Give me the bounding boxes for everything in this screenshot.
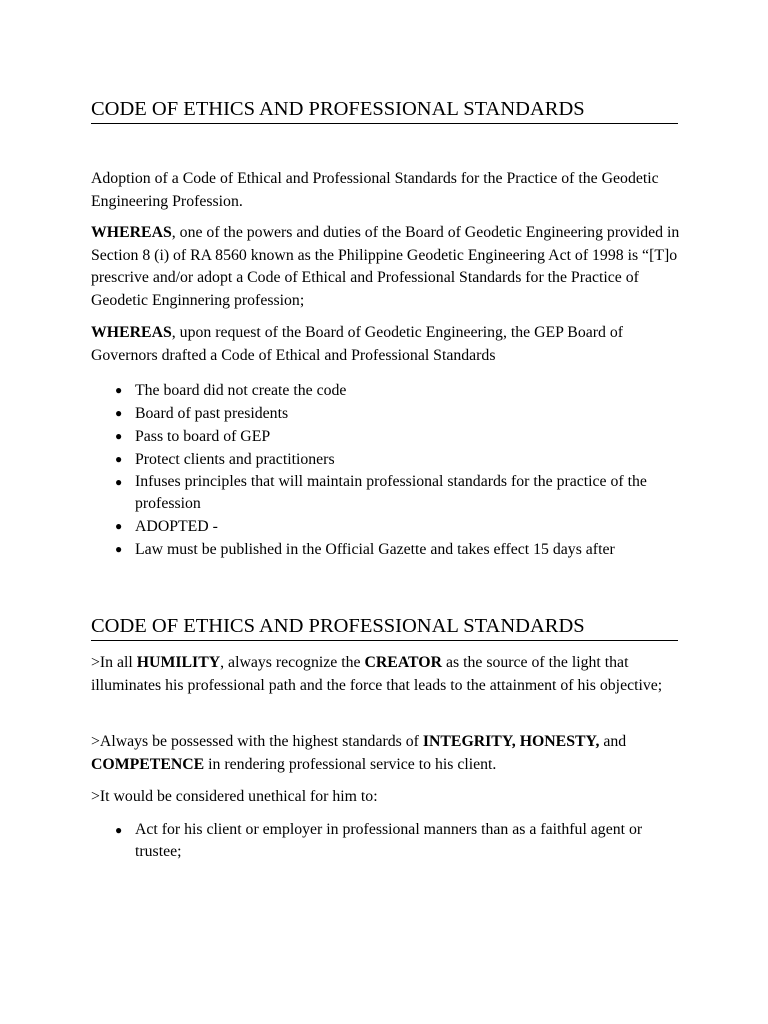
bullet-icon: ● <box>115 406 123 420</box>
bullet-icon: ● <box>115 429 123 443</box>
humility-text-a: >In all <box>91 654 137 671</box>
list-item <box>91 448 691 471</box>
humility-bold: HUMILITY <box>136 654 221 671</box>
whereas-paragraph-1 <box>91 222 681 312</box>
list-item <box>91 379 691 402</box>
integrity-bold: INTEGRITY, HONESTY, <box>422 733 600 750</box>
integrity-paragraph <box>91 731 681 776</box>
intro-paragraph: Adoption of a Code of Ethical and Professional Standards for the Practice of the Geodetic Engineering Profession. <box>91 170 659 210</box>
list-item-text: Act for his client or employer in professional manners than as a faithful agent or trustee; <box>135 821 643 860</box>
list-item <box>91 538 691 561</box>
bullet-icon: ● <box>115 452 123 466</box>
list-item-text: Pass to board of GEP <box>135 428 271 445</box>
list-item <box>91 819 691 863</box>
list-item <box>91 471 691 515</box>
list-item-text: Infuses principles that will maintain professional standards for the practice of the profession <box>135 473 647 512</box>
humility-text-e: as the source of the light that illuminates his professional path and the force that leads to the attainment of his objective; <box>91 654 663 694</box>
whereas-paragraph-2 <box>91 322 681 367</box>
bullet-icon: ● <box>115 475 123 489</box>
creator-bold: CREATOR <box>364 654 443 671</box>
whereas-lead-2: WHEREAS <box>91 324 172 341</box>
integrity-text-c: and <box>599 733 627 750</box>
list-item <box>91 402 691 425</box>
whereas-lead-1: WHEREAS <box>91 224 172 241</box>
humility-text-c: , always recognize the <box>220 654 365 671</box>
section-1-bullet-list <box>91 379 691 561</box>
list-item-text: Law must be published in the Official Gazette and takes effect 15 days after <box>135 541 615 558</box>
bullet-icon: ● <box>115 823 123 837</box>
integrity-text-e: in rendering professional service to his client. <box>204 755 497 773</box>
list-item-text: The board did not create the code <box>135 382 347 399</box>
bullet-icon: ● <box>115 519 123 533</box>
section-1-heading: CODE OF ETHICS AND PROFESSIONAL STANDARDS <box>91 97 678 124</box>
list-item-text: ADOPTED - <box>135 518 218 535</box>
integrity-text-a: >Always be possessed with the highest standards of <box>91 733 423 750</box>
bullet-icon: ● <box>115 542 123 556</box>
competence-bold: COMPETENCE <box>91 755 205 773</box>
humility-paragraph <box>91 652 681 697</box>
list-item-text: Board of past presidents <box>135 405 289 422</box>
section-2-heading: CODE OF ETHICS AND PROFESSIONAL STANDARDS <box>91 614 678 641</box>
bullet-icon: ● <box>115 383 123 397</box>
section-2-bullet-list <box>91 819 691 863</box>
list-item <box>91 515 691 538</box>
unethical-paragraph: >It would be considered unethical for him to: <box>91 788 378 805</box>
whereas-text-2: , upon request of the Board of Geodetic Engineering, the GEP Board of Governors drafted a Code of Ethical and Professional Standards <box>91 324 624 364</box>
list-item-text: Protect clients and practitioners <box>135 451 335 468</box>
whereas-text-1: , one of the powers and duties of the Board of Geodetic Engineering provided in Section 8 (i) of RA 8560 known as the Philippine Geodetic Engineering Act of 1998 is “[T]o prescrive and/or adopt a Code of Ethical and Professional Standards for the Practice of Geodetic Enginnering profession; <box>91 224 680 309</box>
list-item <box>91 425 691 448</box>
